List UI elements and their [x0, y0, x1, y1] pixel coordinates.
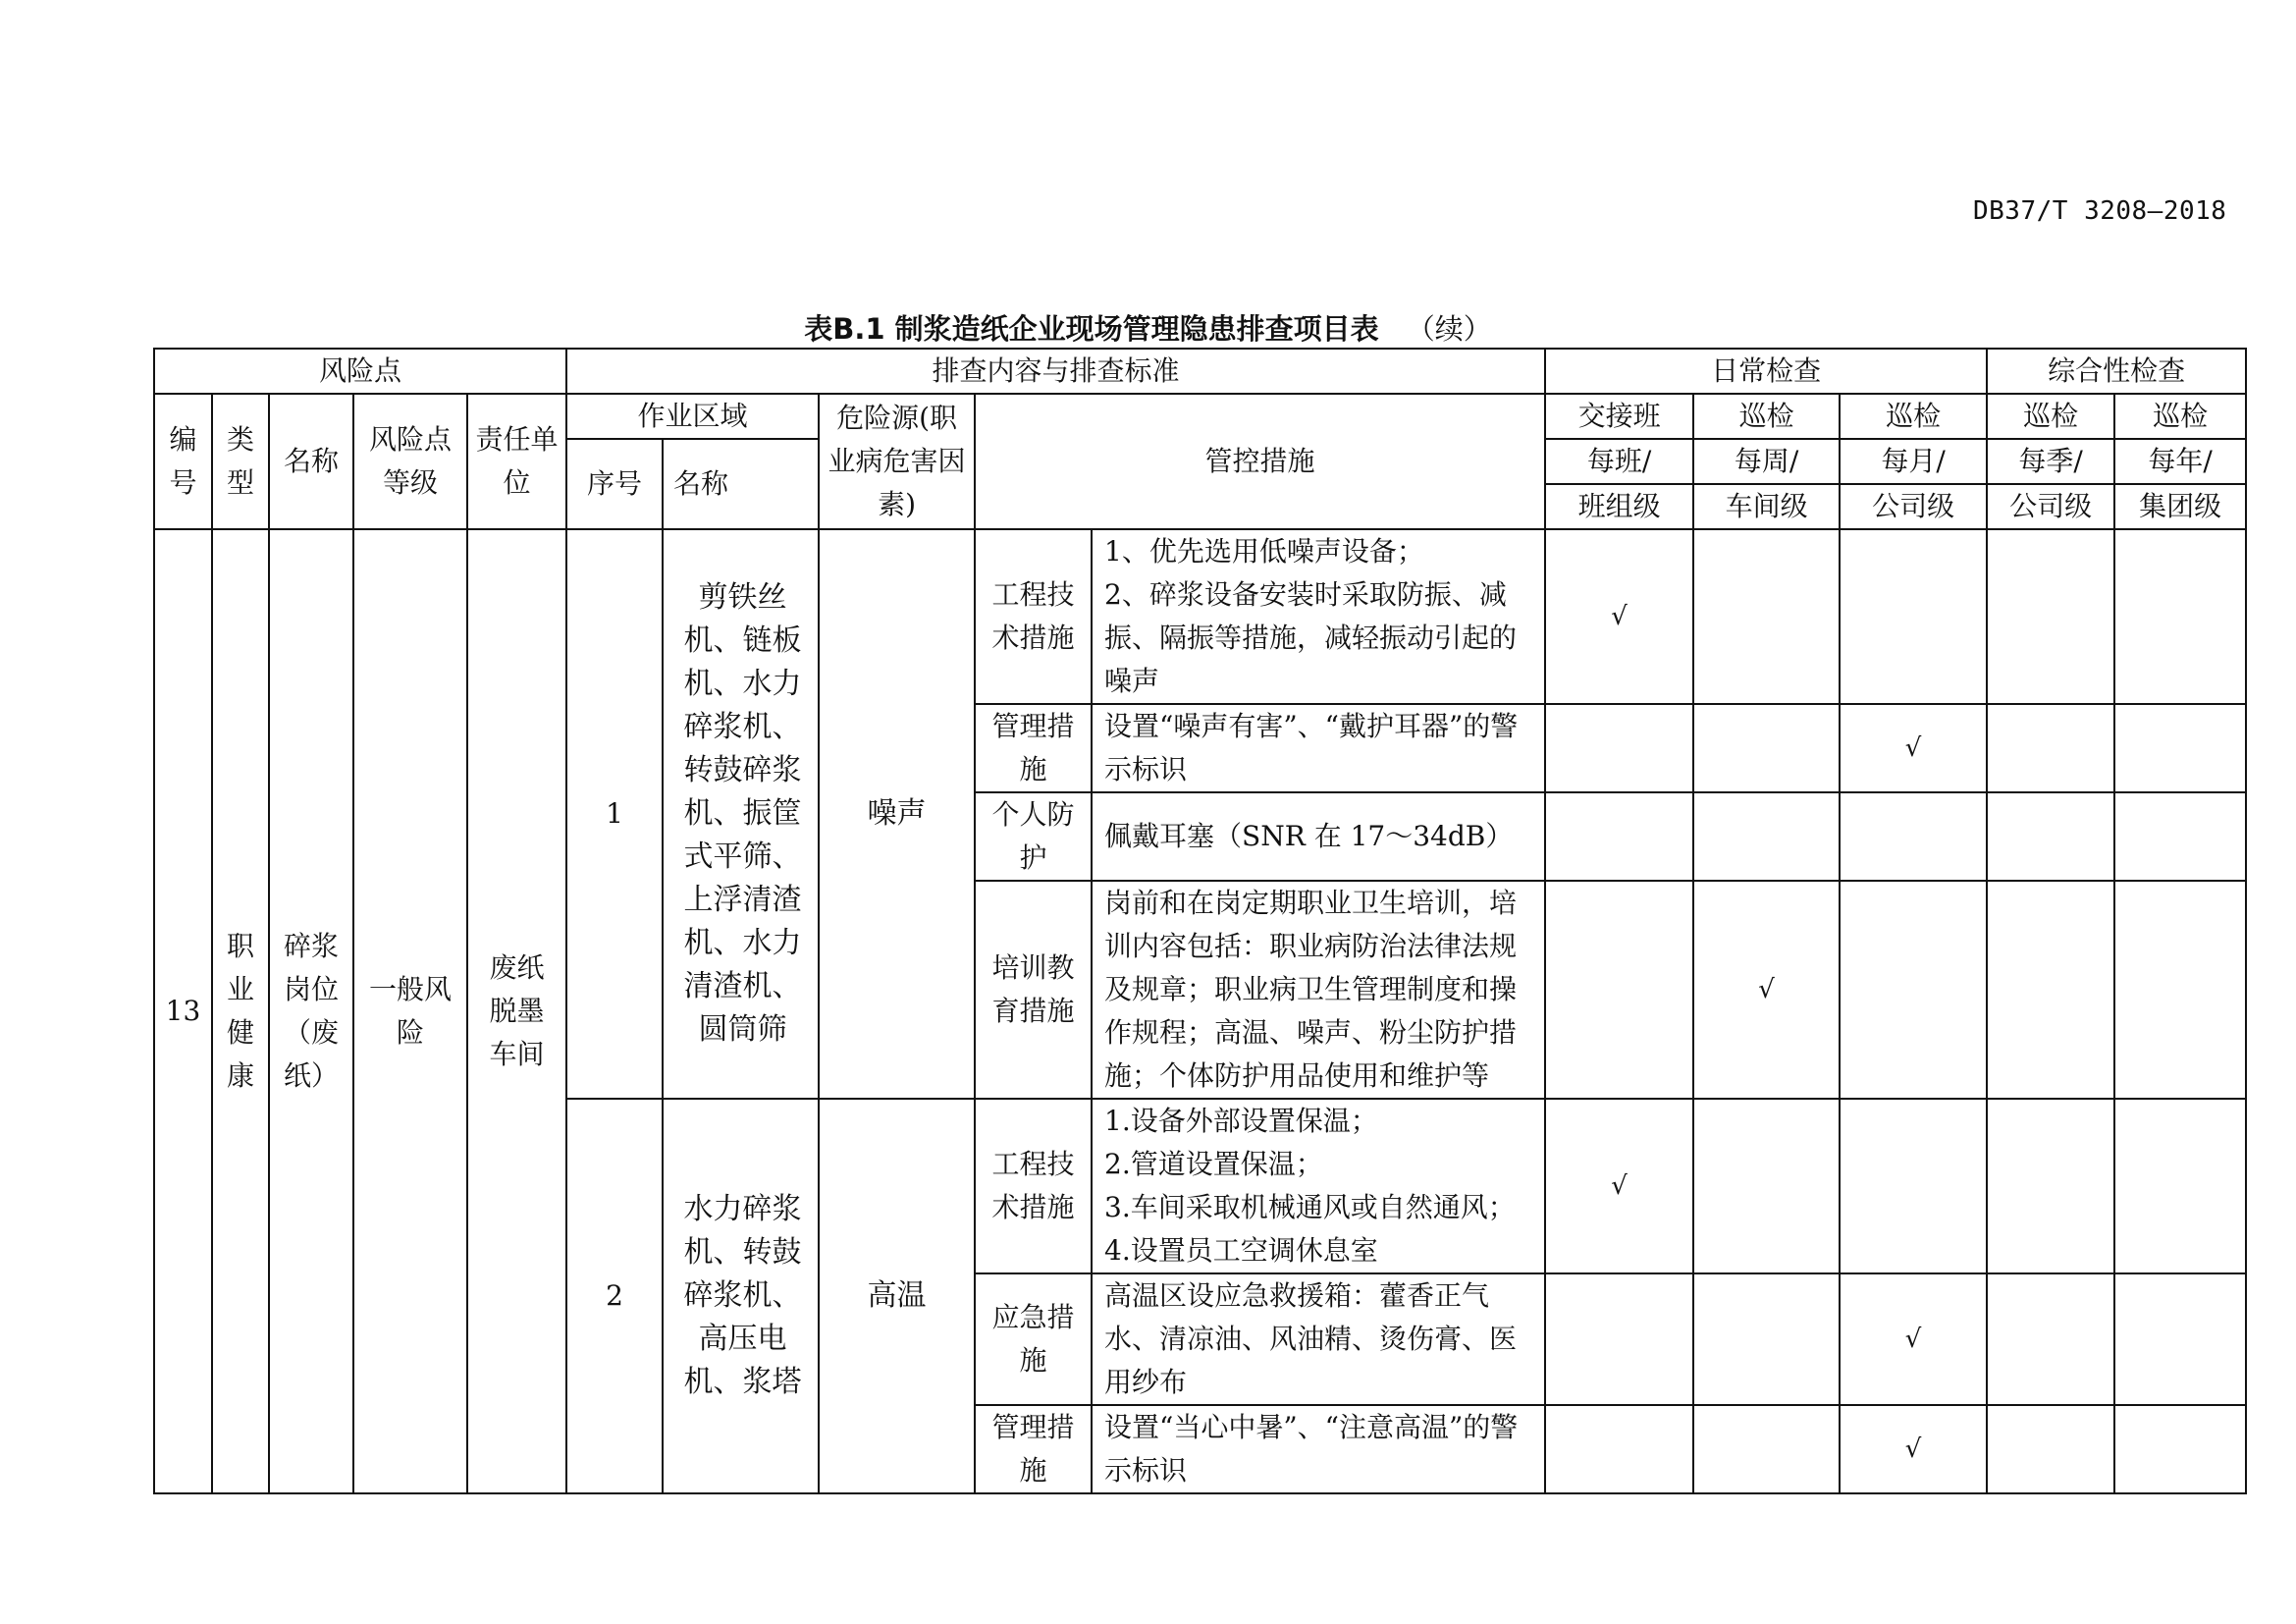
header-patrol-monthly: 巡检 — [1840, 394, 1987, 439]
area-seq: 1 — [566, 529, 663, 1099]
check-cell — [1693, 529, 1840, 704]
header-row-2 — [154, 394, 2246, 439]
header-work-area: 作业区域 — [566, 394, 819, 439]
header-patrol-weekly: 巡检 — [1693, 394, 1840, 439]
risk-level: 一般风险 — [353, 529, 467, 1493]
check-cell — [1987, 1405, 2114, 1493]
table-row — [154, 529, 2246, 704]
check-mark: √ — [1611, 1171, 1628, 1201]
measure-text-content: 佩戴耳塞（SNR 在 17～34dB） — [1104, 820, 1514, 852]
header-quarterly: 每季/ — [1987, 439, 2114, 484]
table-title-continued: （续） — [1406, 312, 1492, 346]
header-check-content: 排查内容与排查标准 — [566, 349, 1545, 394]
table-title — [0, 307, 2296, 348]
measure-text — [1092, 881, 1545, 1099]
check-cell — [1545, 881, 1693, 1099]
check-cell — [1545, 792, 1693, 881]
header-risk-point: 风险点 — [154, 349, 566, 394]
check-cell — [2114, 704, 2246, 792]
measure-text-content: 1.设备外部设置保温； 2.管道设置保温； 3.车间采取机械通风或自然通风； 4.设置员工空调休息室 — [1104, 1105, 1516, 1267]
check-cell — [1987, 529, 2114, 704]
measure-category: 应急措施 — [975, 1273, 1092, 1405]
header-comprehensive-check: 综合性检查 — [1987, 349, 2246, 394]
header-group-level: 集团级 — [2114, 484, 2246, 529]
table-title-text: 表B.1 制浆造纸企业现场管理隐患排查项目表 — [804, 312, 1379, 346]
measure-text-content: 岗前和在岗定期职业卫生培训，培训内容包括：职业病防治法律法规及规章；职业病卫生管理制度和操作规程；高温、噪声、粉尘防护措施；个体防护用品使用和维护等 — [1104, 887, 1518, 1092]
header-name: 名称 — [269, 394, 353, 529]
check-mark: √ — [1904, 1325, 1922, 1354]
header-monthly: 每月/ — [1840, 439, 1987, 484]
header-code: 编号 — [154, 394, 212, 529]
header-yearly: 每年/ — [2114, 439, 2246, 484]
measure-category: 培训教育措施 — [975, 881, 1092, 1099]
check-mark: √ — [1611, 602, 1628, 631]
measure-text-content: 设置“噪声有害”、“戴护耳器”的警示标识 — [1104, 710, 1519, 785]
check-mark: √ — [1904, 1435, 1922, 1464]
header-area-name: 名称 — [663, 439, 819, 529]
check-cell — [2114, 881, 2246, 1099]
check-cell — [1693, 881, 1840, 1099]
hazard-source: 高温 — [819, 1099, 975, 1493]
check-cell — [1987, 1099, 2114, 1273]
check-cell — [1987, 792, 2114, 881]
header-daily-check: 日常检查 — [1545, 349, 1987, 394]
measure-text-content: 高温区设应急救援箱：藿香正气水、清凉油、风油精、烫伤膏、医用纱布 — [1104, 1279, 1518, 1398]
area-seq: 2 — [566, 1099, 663, 1493]
check-cell — [1545, 1273, 1693, 1405]
check-mark: √ — [1758, 975, 1775, 1004]
check-cell — [1693, 792, 1840, 881]
document-code: DB37/T 3208—2018 — [1973, 196, 2227, 226]
measure-category: 工程技术措施 — [975, 1099, 1092, 1273]
measure-category: 工程技术措施 — [975, 529, 1092, 704]
check-cell — [1693, 1405, 1840, 1493]
area-name: 水力碎浆机、转鼓碎浆机、高压电机、浆塔 — [663, 1099, 819, 1493]
check-cell — [2114, 529, 2246, 704]
check-cell — [1545, 1099, 1693, 1273]
measure-text — [1092, 529, 1545, 704]
measure-text — [1092, 1273, 1545, 1405]
header-type: 类型 — [212, 394, 269, 529]
check-cell — [1840, 529, 1987, 704]
check-cell — [1545, 1405, 1693, 1493]
check-cell — [1987, 881, 2114, 1099]
measure-text — [1092, 792, 1545, 881]
header-responsible-unit: 责任单位 — [467, 394, 566, 529]
header-control-measures: 管控措施 — [975, 394, 1545, 529]
header-patrol-yearly: 巡检 — [2114, 394, 2246, 439]
risk-code: 13 — [154, 529, 212, 1493]
check-cell — [1987, 1273, 2114, 1405]
header-risk-level: 风险点等级 — [353, 394, 467, 529]
check-cell — [1545, 704, 1693, 792]
measure-category: 个人防护 — [975, 792, 1092, 881]
header-hazard-source: 危险源(职业病危害因素) — [819, 394, 975, 529]
risk-name: 碎浆岗位（废纸） — [269, 529, 353, 1493]
check-cell — [1840, 704, 1987, 792]
check-cell — [1693, 704, 1840, 792]
check-cell — [1693, 1099, 1840, 1273]
header-every-shift: 每班/ — [1545, 439, 1693, 484]
check-cell — [1987, 704, 2114, 792]
risk-type: 职业健康 — [212, 529, 269, 1493]
check-cell — [1693, 1273, 1840, 1405]
responsible-unit: 废纸脱墨车间 — [467, 529, 566, 1493]
check-cell — [2114, 1273, 2246, 1405]
header-shift-handover: 交接班 — [1545, 394, 1693, 439]
header-row-1 — [154, 349, 2246, 394]
check-mark: √ — [1904, 733, 1922, 763]
hazard-check-table — [153, 348, 2247, 1494]
header-patrol-quarterly: 巡检 — [1987, 394, 2114, 439]
check-cell — [2114, 1099, 2246, 1273]
check-cell — [1840, 1099, 1987, 1273]
check-cell — [1545, 529, 1693, 704]
header-company-level-2: 公司级 — [1987, 484, 2114, 529]
measure-text — [1092, 704, 1545, 792]
header-team-level: 班组级 — [1545, 484, 1693, 529]
check-cell — [1840, 1405, 1987, 1493]
check-cell — [2114, 792, 2246, 881]
measure-text-content: 设置“当心中暑”、“注意高温”的警示标识 — [1104, 1411, 1519, 1487]
measure-category: 管理措施 — [975, 1405, 1092, 1493]
measure-category: 管理措施 — [975, 704, 1092, 792]
header-weekly: 每周/ — [1693, 439, 1840, 484]
measure-text — [1092, 1405, 1545, 1493]
measure-text-content: 1、优先选用低噪声设备； 2、碎浆设备安装时采取防振、减振、隔振等措施，减轻振动引起的噪声 — [1104, 535, 1518, 697]
header-company-level-1: 公司级 — [1840, 484, 1987, 529]
header-workshop-level: 车间级 — [1693, 484, 1840, 529]
header-seq: 序号 — [566, 439, 663, 529]
area-name: 剪铁丝机、链板机、水力碎浆机、转鼓碎浆机、振筐式平筛、上浮清渣机、水力清渣机、圆筒筛 — [663, 529, 819, 1099]
hazard-source: 噪声 — [819, 529, 975, 1099]
check-cell — [1840, 881, 1987, 1099]
check-cell — [1840, 1273, 1987, 1405]
check-cell — [1840, 792, 1987, 881]
measure-text — [1092, 1099, 1545, 1273]
check-cell — [2114, 1405, 2246, 1493]
